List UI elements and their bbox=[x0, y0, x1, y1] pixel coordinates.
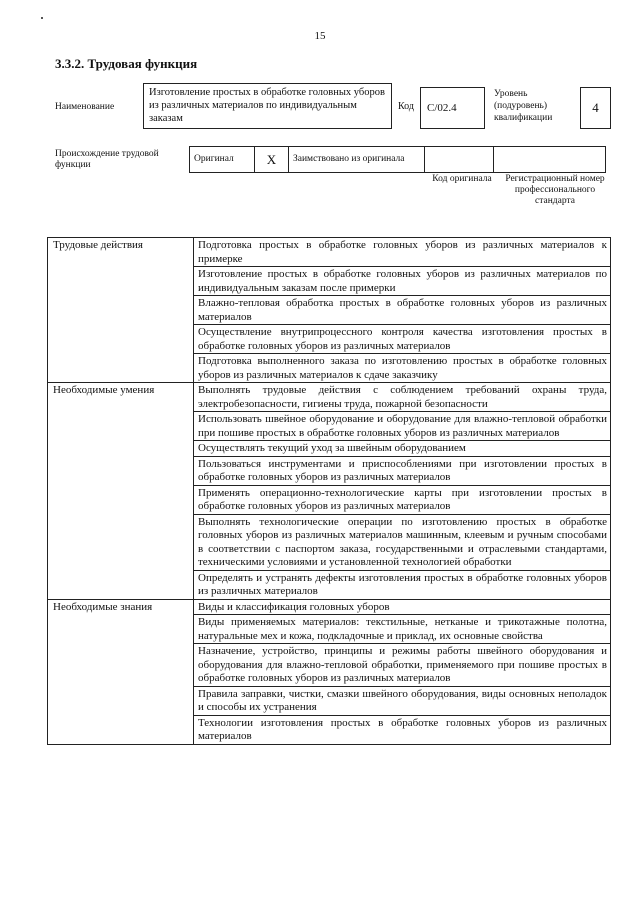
item-cell: Влажно-тепловая обработка простых в обработке головных уборов из различных материалов bbox=[194, 296, 611, 325]
item-cell: Подготовка простых в обработке головных уборов из различных материалов к примерке bbox=[194, 238, 611, 267]
item-cell: Правила заправки, чистки, смазки швейного оборудования, виды основных неполадок и способы их устранения bbox=[194, 686, 611, 715]
registration-number-cell bbox=[494, 147, 606, 173]
page-number: 15 bbox=[314, 30, 326, 42]
item-cell: Виды применяемых материалов: текстильные, нетканые и трикотажные полотна, натуральные мех и кожа, подкладочные и приклад, их основные свойства bbox=[194, 615, 611, 644]
borrowed-label: Заимствовано из оригинала bbox=[289, 147, 425, 173]
name-value: Изготовление простых в обработке головных уборов из различных материалов по индивидуальным заказам bbox=[143, 83, 392, 129]
table-row bbox=[48, 238, 611, 267]
origin-table bbox=[189, 146, 606, 173]
code-value: С/02.4 bbox=[420, 87, 485, 129]
function-table bbox=[47, 237, 611, 745]
item-cell: Использовать швейное оборудование и оборудование для влажно-тепловой обработки при пошиве простых в обработке головных уборов из различных материалов bbox=[194, 412, 611, 441]
table-row bbox=[48, 599, 611, 615]
name-label: Наименование bbox=[55, 102, 115, 112]
item-cell: Назначение, устройство, принципы и режимы работы швейного оборудования и оборудования для влажно-тепловой обработки, применяемого при пошиве простых в обработке головных уборов из различных материалов bbox=[194, 644, 611, 687]
item-cell: Применять операционно-технологические карты при изготовлении простых в обработке головных уборов из различных материалов bbox=[194, 485, 611, 514]
section-title: 3.3.2. Трудовая функция bbox=[55, 56, 198, 71]
item-cell: Определять и устранять дефекты изготовления простых в обработке головных уборов из различных материалов bbox=[194, 570, 611, 599]
registration-caption: Регистрационный номер профессионального стандарта bbox=[505, 174, 605, 206]
item-cell: Выполнять технологические операции по изготовлению простых в обработке головных уборов из различных материалов машинным, клеевым и ручным способами в соответствии с паспортом заказа, государственными и отраслевыми стандартами, техническими условиями и установленной технологией обработки bbox=[194, 514, 611, 570]
code-label: Код bbox=[398, 101, 414, 112]
item-cell: Пользоваться инструментами и приспособлениями при изготовлении простых в обработке головных уборов из различных материалов bbox=[194, 456, 611, 485]
item-cell: Осуществлять текущий уход за швейным оборудованием bbox=[194, 441, 611, 457]
category-cell: Необходимые знания bbox=[48, 599, 194, 744]
original-label: Оригинал bbox=[190, 147, 255, 173]
scan-speck bbox=[41, 17, 43, 19]
category-cell: Необходимые умения bbox=[48, 383, 194, 600]
level-label: Уровень (подуровень) квалификации bbox=[494, 89, 553, 123]
item-cell: Подготовка выполненного заказа по изготовлению простых в обработке головных уборов из различных материалов к сдаче заказчику bbox=[194, 354, 611, 383]
original-code-cell bbox=[425, 147, 494, 173]
item-cell: Технологии изготовления простых в обработке головных уборов из различных материалов bbox=[194, 715, 611, 744]
category-cell: Трудовые действия bbox=[48, 238, 194, 383]
original-code-caption: Код оригинала bbox=[432, 174, 492, 184]
origin-label: Происхождение трудовой функции bbox=[55, 149, 159, 170]
item-cell: Виды и классификация головных уборов bbox=[194, 599, 611, 615]
item-cell: Изготовление простых в обработке головных уборов из различных материалов по индивидуальным заказам после примерки bbox=[194, 267, 611, 296]
level-value: 4 bbox=[580, 87, 611, 129]
table-row bbox=[48, 383, 611, 412]
item-cell: Выполнять трудовые действия с соблюдением требований охраны труда, электробезопасности, гигиены труда, пожарной безопасности bbox=[194, 383, 611, 412]
original-mark: X bbox=[255, 147, 289, 173]
item-cell: Осуществление внутрипроцессного контроля качества изготовления простых в обработке головных уборов из различных материалов bbox=[194, 325, 611, 354]
